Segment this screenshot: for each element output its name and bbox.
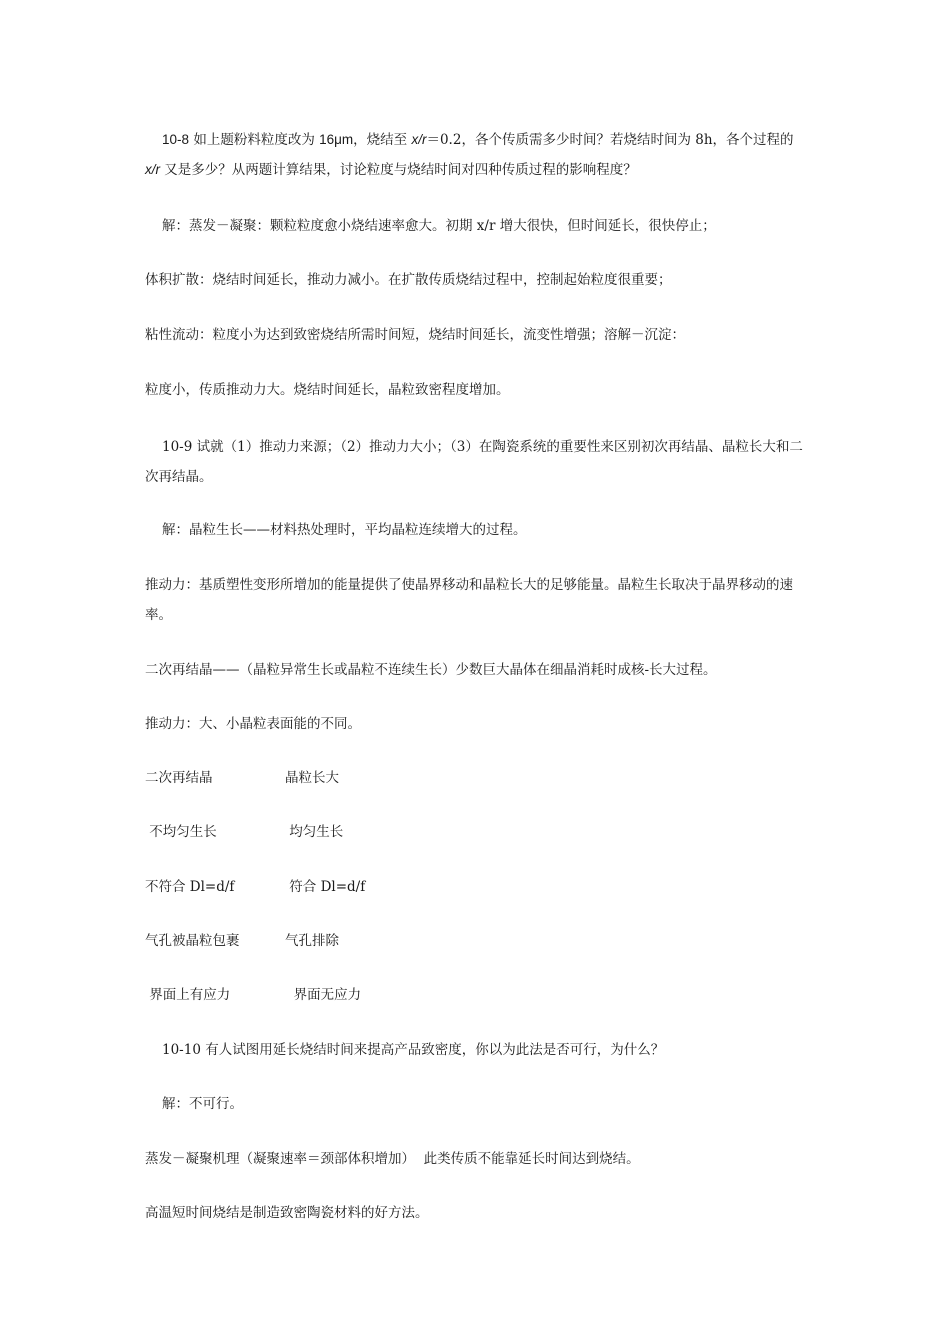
- question-10-9: [145, 432, 810, 492]
- grain-size: 16μm: [319, 132, 354, 147]
- answer-10-10-line-3: 高温短时间烧结是制造致密陶瓷材料的好方法。: [145, 1205, 429, 1221]
- comparison-left: 气孔被晶粒包裹: [145, 933, 240, 949]
- answer-10-8-line-4: 粒度小，传质推动力大。烧结时间延长，晶粒致密程度增加。: [145, 382, 510, 398]
- comparison-right: 界面无应力: [285, 987, 362, 1003]
- answer-10-8-line-3: 粘性流动：粒度小为达到致密烧结所需时间短，烧结时间延长，流变性增强；溶解－沉淀：: [145, 327, 685, 343]
- comparison-left: 不均匀生长: [145, 824, 217, 840]
- question-number: 10-8: [162, 132, 190, 147]
- answer-10-8-line-2: 体积扩散：烧结时间延长，推动力减小。在扩散传质烧结过程中，控制起始粒度很重要；: [145, 272, 672, 288]
- comparison-left: 界面上有应力: [145, 987, 231, 1003]
- answer-10-9-line-4: 推动力：大、小晶粒表面能的不同。: [145, 716, 361, 732]
- comparison-right: 均匀生长: [285, 824, 344, 840]
- ratio-symbol: x/r: [145, 162, 160, 177]
- question-text: ＝0.2，各个传质需多少时间？若烧结时间为 8h，各个过程的: [426, 132, 794, 148]
- question-text: ，烧结至: [353, 132, 412, 148]
- question-10-8: [145, 125, 805, 185]
- answer-10-9-line-1: 解：晶粒生长——材料热处理时，平均晶粒连续增大的过程。: [162, 522, 527, 538]
- question-10-10: 10-10 有人试图用延长烧结时间来提高产品致密度，你以为此法是否可行，为什么？: [162, 1042, 665, 1058]
- comparison-right: 气孔排除: [285, 933, 339, 949]
- comparison-right: 晶粒长大: [285, 770, 339, 786]
- answer-10-8-line-1: 解：蒸发－凝聚：颗粒粒度愈小烧结速率愈大。初期 x/r 增大很快，但时间延长，很快停止；: [162, 218, 716, 234]
- answer-10-9-line-2: 推动力：基质塑性变形所增加的能量提供了使晶界移动和晶粒长大的足够能量。晶粒生长取决于晶界移动的速率。: [145, 577, 793, 623]
- comparison-right: 符合 Dl=d/f: [285, 879, 366, 895]
- comparison-left: 不符合 Dl=d/f: [145, 879, 235, 895]
- question-text: 如上题粉料粒度改为: [189, 132, 320, 148]
- comparison-left: 二次再结晶: [145, 770, 213, 786]
- answer-10-10-line-1: 解：不可行。: [162, 1096, 243, 1112]
- ratio-symbol: x/r: [411, 132, 427, 147]
- answer-10-9-line-3: 二次再结晶——（晶粒异常生长或晶粒不连续生长）少数巨大晶体在细晶消耗时成核-长大过程。: [145, 662, 717, 678]
- question-text: 10-9 试就（1）推动力来源；（2）推动力大小；（3）在陶瓷系统的重要性来区别初次再结晶、晶粒长大和二次再结晶。: [145, 439, 803, 485]
- question-text: 又是多少？从两题计算结果，讨论粒度与烧结时间对四种传质过程的影响程度？: [160, 162, 637, 178]
- answer-10-10-line-2: 蒸发－凝聚机理（凝聚速率＝颈部体积增加） 此类传质不能靠延长时间达到烧结。: [145, 1151, 640, 1167]
